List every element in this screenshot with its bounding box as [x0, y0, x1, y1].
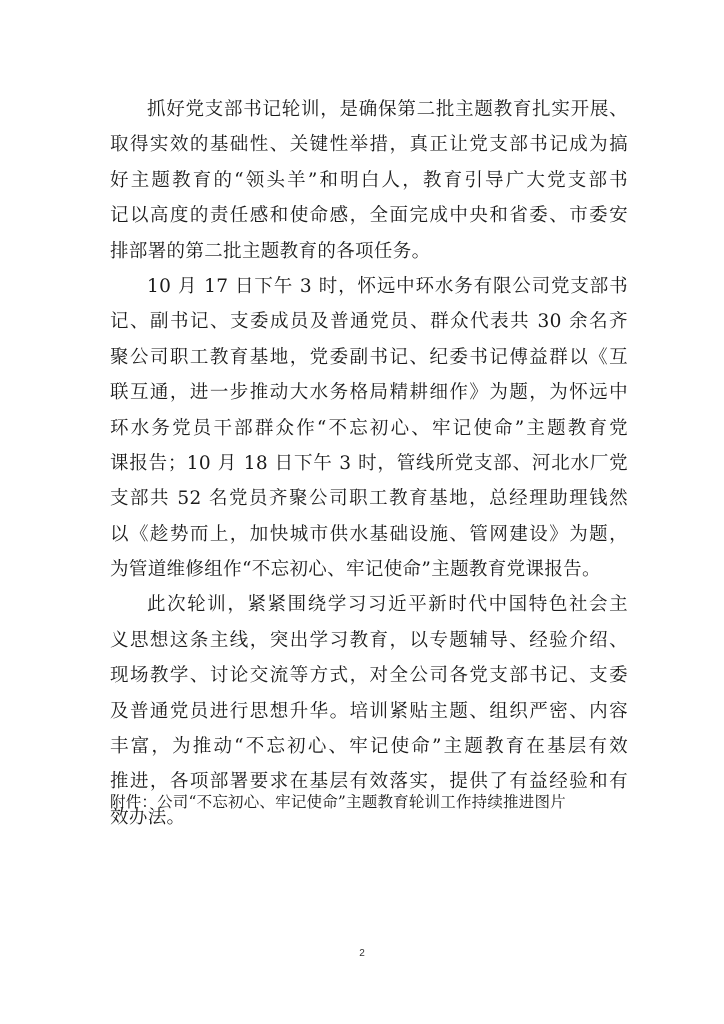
text-line: 好主题教育的“领头羊”和明白人，教育引导广大党支部书 [110, 169, 628, 191]
text-line: 记、副书记、支委成员及普通党员、群众代表共 30 余名齐 [110, 311, 628, 333]
text-line: 环水务党员干部群众作“不忘初心、牢记使命”主题教育党 [110, 417, 628, 439]
text-line: 以《趁势而上，加快城市供水基础设施、管网建设》为题， [110, 523, 628, 545]
text-line: 为管道维修组作“不忘初心、牢记使命”主题教育党课报告。 [110, 559, 601, 581]
text-line: 取得实效的基础性、关键性举措，真正让党支部书记成为搞 [110, 134, 628, 156]
paragraph-2 [110, 269, 628, 588]
text-line: 效办法。 [110, 806, 186, 828]
text-line: 现场教学、讨论交流等方式，对全公司各党支部书记、支委 [110, 665, 628, 687]
text-line: 记以高度的责任感和使命感，全面完成中央和省委、市委安 [110, 205, 628, 227]
body-text [110, 92, 628, 835]
text-line: 丰富，为推动“不忘初心、牢记使命”主题教育在基层有效 [110, 736, 628, 758]
text-line: 义思想这条主线，突出学习教育，以专题辅导、经验介绍、 [110, 629, 628, 651]
text-line: 联互通，进一步推动大水务格局精耕细作》为题，为怀远中 [110, 382, 628, 404]
text-line: 及普通党员进行思想升华。培训紧贴主题、组织严密、内容 [110, 700, 628, 722]
text-line: 课报告；10 月 18 日下午 3 时，管线所党支部、河北水厂党 [110, 452, 628, 474]
attachment-note: 附件：公司“不忘初心、牢记使命”主题教育轮训工作持续推进图片 [110, 793, 566, 811]
text-line: 排部署的第二批主题教育的各项任务。 [110, 240, 431, 262]
text-line: 此次轮训，紧紧围绕学习习近平新时代中国特色社会主 [147, 594, 628, 616]
page-number: 2 [359, 948, 365, 959]
text-line: 10 月 17 日下午 3 时，怀远中环水务有限公司党支部书 [147, 275, 628, 297]
text-line: 聚公司职工教育基地，党委副书记、纪委书记傅益群以《互 [110, 346, 628, 368]
text-line: 抓好党支部书记轮训，是确保第二批主题教育扎实开展、 [147, 99, 628, 120]
paragraph-1 [110, 92, 628, 269]
text-line: 推进，各项部署要求在基层有效落实，提供了有益经验和有 [110, 771, 628, 793]
text-line: 支部共 52 名党员齐聚公司职工教育基地，总经理助理钱然 [110, 488, 628, 510]
